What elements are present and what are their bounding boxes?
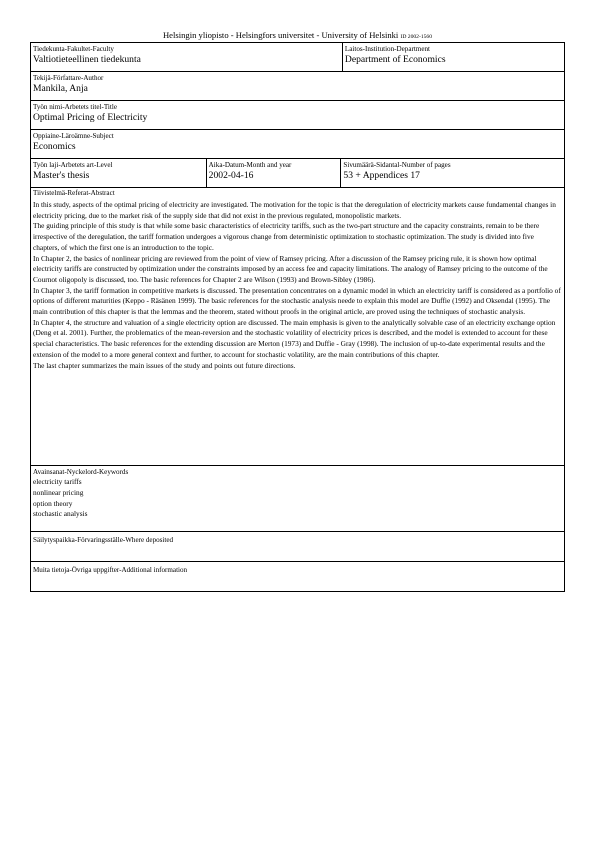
additional-row	[31, 562, 565, 592]
faculty-label: Tiedekunta-Fakultet-Faculty	[33, 45, 114, 53]
author-cell	[31, 72, 565, 100]
keyword-item: nonlinear pricing	[33, 487, 84, 497]
department-label: Laitos-Institution-Department	[344, 45, 430, 53]
subject-value: Economics	[33, 141, 76, 152]
author-value: Mankila, Anja	[33, 83, 88, 94]
additional-cell	[31, 562, 565, 591]
keywords-cell	[31, 466, 565, 531]
keyword-item: stochastic analysis	[33, 509, 88, 519]
title-row	[31, 101, 565, 130]
level-label: Työn laji-Arbetets art-Level	[33, 161, 113, 169]
additional-label: Muita tietoja-Övriga uppgifter-Additional information	[33, 566, 188, 574]
date-cell	[207, 159, 342, 187]
faculty-cell	[31, 43, 343, 71]
title-cell	[31, 101, 565, 129]
department-value: Department of Economics	[344, 54, 446, 65]
deposited-label: Säilytyspaikka-Förvaringsställe-Where deposited	[33, 536, 174, 544]
date-label: Aika-Datum-Month and year	[208, 161, 292, 169]
abstract-paragraph: In Chapter 3, the tariff formation in competitive markets is discussed. The presentation concentrates on a dynamic model in which an electricity tariff is considered as a portfolio of options of different maturities (Keppo - Räsänen 1999). The basic references for the stochastic analysis neede to explain this model are Duffie (1992) and Oksendal (1995). The main contribution of this chapter is that the lemmas and the theorem, stated without proofs in the original article, are proved using the techniques of stochastic analysis.	[33, 285, 561, 317]
keywords-label: Avainsanat-Nyckelord-Keywords	[33, 468, 129, 476]
abstract-form	[30, 42, 565, 592]
abstract-paragraph: In Chapter 4, the structure and valuation of a single electricity option are discussed. The main emphasis is given to the analytically solvable case of an electricity exchange option (Deng et al. 2001). Further, the problematics of the mean-reversion and the stochastic volatility of electricity prices is described, and the model is extended to account for these special characteristics. The basic references for the extending discussion are Merton (1973) and Duffie - Gray (1998). The inclusion of up-to-date experimental results and the extension of the model to a more general context and further, to account for stochastic volatility, are the main contributions of this chapter.	[33, 317, 556, 359]
subject-label: Oppiaine-Läroämne-Subject	[33, 132, 114, 140]
level-date-pages-row	[31, 159, 565, 188]
author-row	[31, 72, 565, 101]
department-cell	[343, 43, 565, 71]
pages-value: 53 + Appendices 17	[343, 170, 420, 181]
abstract-cell	[31, 188, 565, 465]
abstract-label: Tiivistelmä-Referat-Abstract	[33, 189, 115, 197]
level-value: Master's thesis	[33, 170, 90, 181]
university-name: Helsingin yliopisto - Helsingfors universitet - University of Helsinki	[162, 30, 399, 40]
deposited-row	[31, 532, 565, 562]
date-value: 2002-04-16	[208, 170, 254, 181]
pages-label: Sivumäärä-Sidantal-Number of pages	[343, 161, 451, 169]
abstract-paragraph: The last chapter summarizes the main issues of the study and points out future directions.	[33, 360, 296, 370]
deposited-cell	[31, 532, 565, 561]
subject-row	[31, 130, 565, 159]
keyword-item: option theory	[33, 498, 73, 508]
abstract-paragraph: In this study, aspects of the optimal pricing of electricity are investigated. The motivation for the topic is that the deregulation of electricity markets cause fundamental changes in electricity pricing, due to the market risk of the supply side that did not exist in the previous regulated, monopolistic markets.	[33, 200, 556, 220]
abstract-paragraph: The guiding principle of this study is that while some basic characteristics of electricity tariffs, such as the two-part structure and the capacity constraints, remain to be there irrespective of the deregulation, the tariff formation undergoes a vigorous change from deterministic optimization to stochastic optimization. The study is divided into five chapters, of which the first one is an introduction to the topic.	[33, 221, 540, 252]
author-label: Tekijä-Författare-Author	[33, 74, 104, 82]
abstract-row	[31, 188, 565, 466]
keywords-row	[31, 466, 565, 532]
faculty-value: Valtiotieteellinen tiedekunta	[33, 54, 141, 65]
title-label: Työn nimi-Arbetets titel-Title	[33, 103, 117, 111]
title-value: Optimal Pricing of Electricity	[33, 112, 148, 123]
keyword-item: electricity tariffs	[33, 477, 82, 486]
faculty-department-row	[31, 43, 565, 72]
level-cell	[31, 159, 207, 187]
abstract-paragraph: In Chapter 2, the basics of nonlinear pricing are reviewed from the point of view of Ramsey pricing. After a discussion of the Ramsey pricing rule, it is shown how optimal electricity tariffs are constructed by optimization under the constraints imposed by an access fee and capacity limitations. The analogy of Ramsey pricing to the outcome of the Cournot oligopoly is discussed, too. The basic references for Chapter 2 are Wilson (1993) and Brown-Sibley (1986).	[33, 253, 548, 284]
pages-cell	[341, 159, 565, 187]
subject-cell	[31, 130, 565, 158]
form-code: ID 2002-1560	[400, 34, 433, 40]
